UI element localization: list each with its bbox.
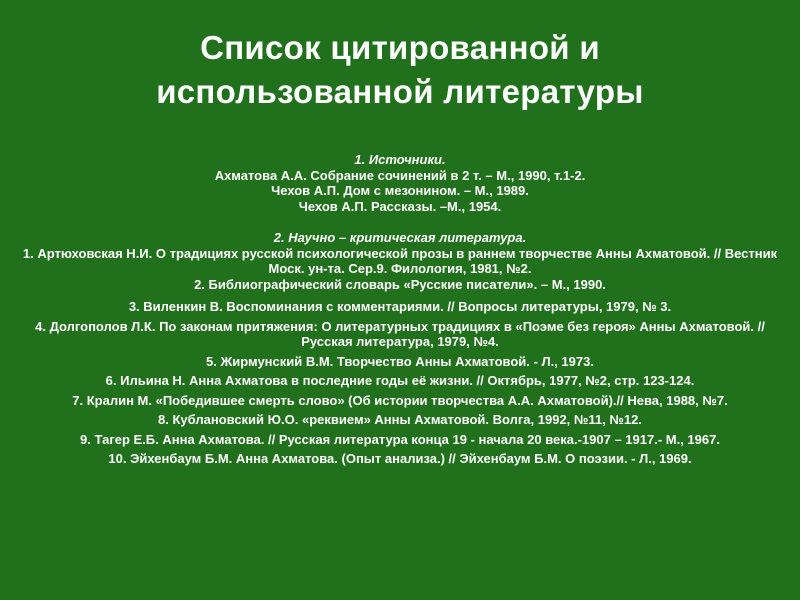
title-line-1: Список цитированной и xyxy=(200,29,600,66)
reference-item: 5. Жирмунский В.М. Творчество Анны Ахматовой. - Л., 1973. xyxy=(206,353,594,369)
title-line-2: использованной литературы xyxy=(156,73,644,110)
reference-item: 8. Кублановский Ю.О. «реквием» Анны Ахматовой. Волга, 1992, №11, №12. xyxy=(158,412,642,427)
reference-item: 1. Артюховская Н.И. О традициях русской психологической прозы в раннем творчестве Анны Ахматовой. // Вестник Моск. ун-та. Сер.9. Филология, 1981, №2. xyxy=(22,245,778,276)
section-spacer xyxy=(20,214,780,230)
bibliography xyxy=(20,152,780,467)
source-item: Чехов А.П. Дом с мезонином. – М., 1989. xyxy=(271,183,529,198)
source-item: Чехов А.П. Рассказы. –М., 1954. xyxy=(298,198,502,214)
reference-item: 10. Эйхенбаум Б.М. Анна Ахматова. (Опыт анализа.) // Эйхенбаум Б.М. О поэзии. - Л., 1969. xyxy=(108,451,692,466)
reference-item: 7. Кралин М. «Победившее смерть слово» (Об истории творчества А.А. Ахматовой).// Нева, 1988, №7. xyxy=(72,392,728,408)
slide-title xyxy=(0,26,800,114)
sources-heading: 1. Источники. xyxy=(354,152,446,167)
reference-item: 6. Ильина Н. Анна Ахматова в последние годы её жизни. // Октябрь, 1977, №2, стр. 123-124. xyxy=(105,373,695,388)
reference-item: 2. Библиографический словарь «Русские писатели». – М., 1990. xyxy=(194,276,606,292)
source-item: Ахматова А.А. Собрание сочинений в 2 т. – М., 1990, т.1-2. xyxy=(214,167,586,183)
reference-item: 4. Долгополов Л.К. По законам притяжения: О литературных традициях в «Поэме без героя» Анны Ахматовой. // Русская литература, 1979, №4. xyxy=(35,318,765,349)
critical-literature-heading: 2. Научно – критическая литература. xyxy=(273,230,527,245)
reference-item: 3. Виленкин В. Воспоминания с комментариями. // Вопросы литературы, 1979, № 3. xyxy=(128,299,672,314)
reference-item: 9. Тагер Е.Б. Анна Ахматова. // Русская литература конца 19 - начала 20 века.-1907 – 1917.- М., 1967. xyxy=(80,431,720,447)
